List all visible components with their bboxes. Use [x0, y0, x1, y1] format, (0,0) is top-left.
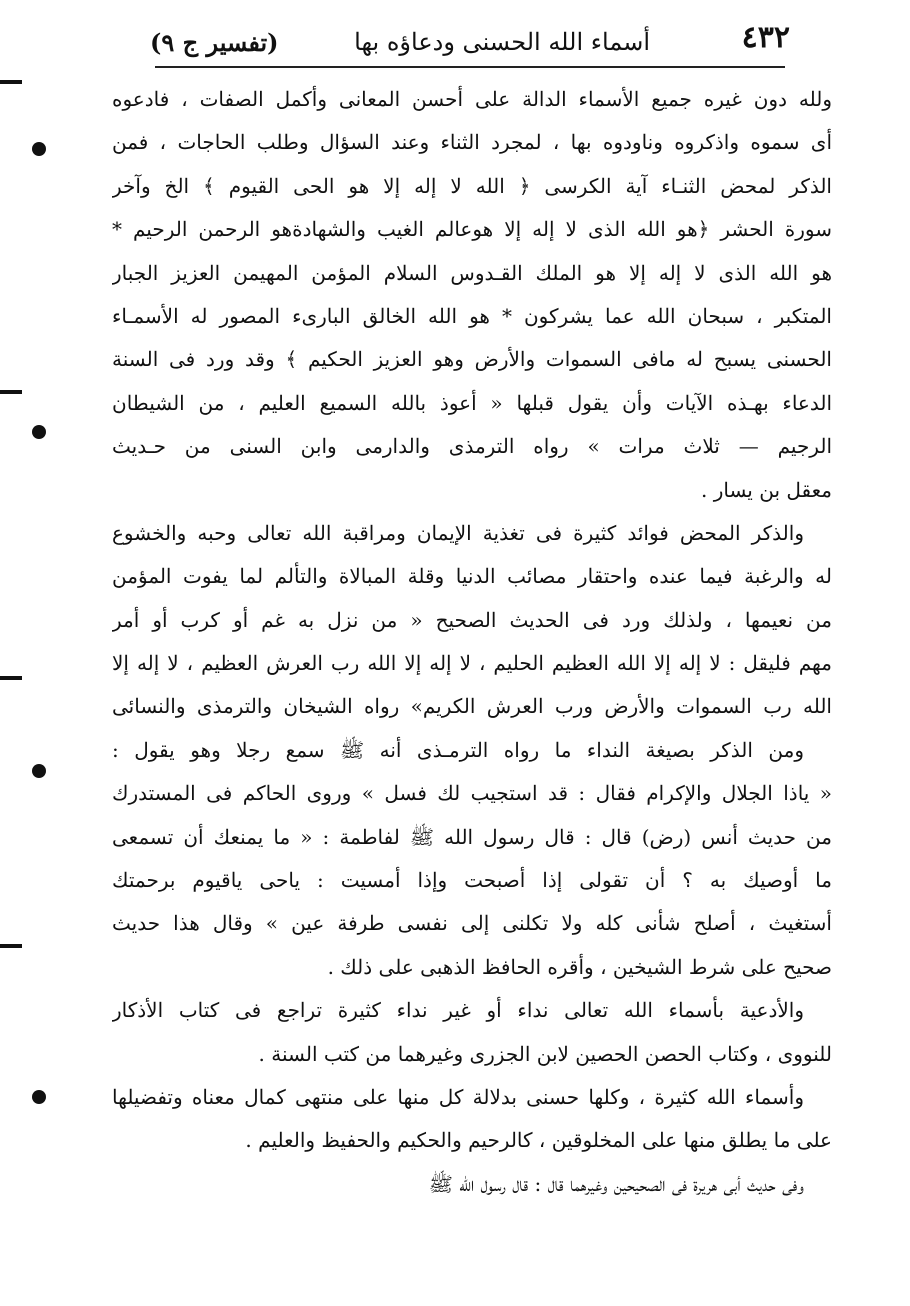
- text-line: المتكبر ، سبحان الله عما يشركون * هو الله الخالق البارىء المصور له الأسمـاء: [112, 303, 832, 328]
- text-line: الله رب السموات والأرض ورب العرش الكريم» رواه الشيخان والترمذى والنسائى: [112, 694, 832, 719]
- text-line: وأسماء الله كثيرة ، وكلها حسنى بدلالة كل منها على منتهى كمال معناه وتفضيلها: [112, 1084, 804, 1109]
- text-line: الذكر لمحض الثنـاء آية الكرسى ﴿ الله لا إله إلا هو الحى القيوم ﴾ الخ وآخر: [112, 173, 832, 198]
- margin-mark: [32, 764, 46, 778]
- text-line: والأدعية بأسماء الله تعالى نداء أو غير نداء كثيرة تراجع فى كتاب الأذكار: [112, 998, 804, 1023]
- text-line: سورة الحشر ﴿هو الله الذى لا إله إلا هوعالم الغيب والشهادةهو الرحمن الرحيم *: [112, 217, 832, 242]
- text-line: الرجيم — ثلاث مرات » رواه الترمذى والدارمى وابن السنى من حـديث: [112, 434, 832, 459]
- text-line: له والرغبة فيما عنده واحتقار مصائب الدنيا وقلة المبالاة والتألم لما يفوت المؤمن: [112, 564, 832, 589]
- margin-mark: [0, 390, 22, 394]
- text-line: هو الله الذى لا إله إلا هو الملك القـدوس السلام المؤمن المهيمن العزيز الجبار: [112, 260, 832, 285]
- text-line: وفى حديث أبى هريرة فى الصحيحين وغيرهما قال : قال رسول الله ﷺ: [428, 1171, 804, 1196]
- running-title: أسماء الله الحسنى ودعاؤه بها: [354, 28, 650, 56]
- margin-mark: [32, 142, 46, 156]
- text-line: الدعاء بهـذه الآيات وأن يقول قبلها « أعوذ بالله السميع العليم ، من الشيطان: [112, 390, 832, 415]
- text-line: معقل بن يسار .: [700, 477, 832, 502]
- text-line: ولله دون غيره جميع الأسماء الدالة على أحسن المعانى وأكمل الصفات ، فادعوه: [112, 87, 832, 111]
- text-line: على ما يطلق منها على المخلوقين ، كالرحيم والحكيم والحفيظ والعليم .: [245, 1128, 832, 1153]
- margin-mark: [32, 1090, 46, 1104]
- text-line: الحسنى يسبح له مافى السموات والأرض وهو العزيز الحكيم ﴾ وقد ورد فى السنة: [112, 347, 832, 372]
- text-line: ومن الذكر بصيغة النداء ما رواه الترمـذى أنه ﷺ سمع رجلا وهو يقول :: [112, 737, 804, 762]
- body-text: [112, 78, 832, 1206]
- margin-mark: [0, 80, 22, 84]
- text-line: « ياذا الجلال والإكرام فقال : قد استجيب لك فسل » وروى الحاكم فى المستدرك: [112, 781, 832, 806]
- text-line: أستغيث ، أصلح شأنى كله ولا تكلنى إلى نفسى طرفة عين » وقال هذا حديث: [112, 911, 832, 936]
- text-line: والذكر المحض فوائد كثيرة فى تغذية الإيمان ومراقبة الله تعالى وحبه والخشوع: [112, 520, 804, 545]
- page-header: [150, 20, 790, 66]
- text-line: من حديث أنس (رض) قال : قال رسول الله ﷺ لفاطمة : « ما يمنعك أن تسمعى: [112, 824, 832, 849]
- margin-mark: [32, 425, 46, 439]
- text-line: أى سموه واذكروه وناودوه بها ، لمجرد الثناء وعند السؤال وطلب الحاجات ، فمن: [112, 130, 832, 155]
- page-number: ٤٣٢: [741, 20, 790, 55]
- text-line: من نعيمها ، ولذلك ورد فى الحديث الصحيح « من نزل به غم أو كرب أو أمر: [112, 607, 832, 632]
- text-line: مهم فليقل : لا إله إلا الله العظيم الحليم ، لا إله إلا الله رب العرش العظيم ، لا إله إلا: [112, 651, 832, 676]
- text-line: للنووى ، وكتاب الحصن الحصين لابن الجزرى وغيرهما من كتب السنة .: [258, 1041, 832, 1066]
- section-label: (تفسير ج ٩): [150, 28, 279, 57]
- header-rule: [155, 66, 785, 68]
- text-line: ما أوصيك به ؟ أن تقولى إذا أصبحت وإذا أمسيت : ياحى ياقيوم برحمتك: [112, 868, 832, 893]
- margin-mark: [0, 676, 22, 680]
- margin-mark: [0, 944, 22, 948]
- text-line: صحيح على شرط الشيخين ، وأقره الحافظ الذهبى على ذلك .: [327, 954, 832, 979]
